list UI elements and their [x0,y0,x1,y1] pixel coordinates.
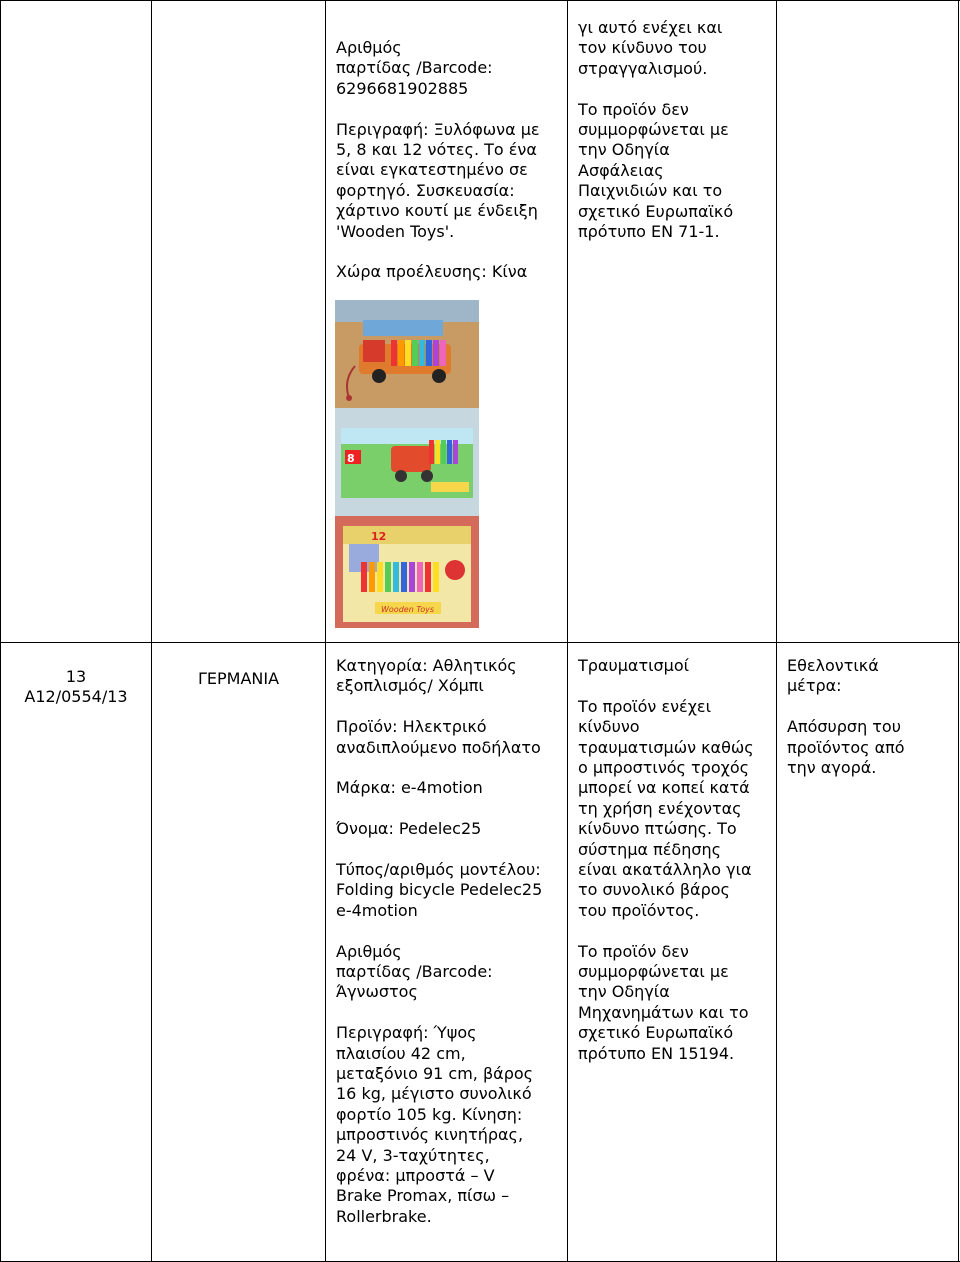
measures-description-text: Απόσυρση του προϊόντος από την αγορά. [787,717,905,778]
table-border-left [0,0,1,1262]
top-country-of-origin-text: Χώρα προέλευσης: Κίνα [336,262,528,282]
row-13-description-cell [336,656,564,1227]
svg-text:12: 12 [371,530,387,543]
product-barcode-text: Αριθμός παρτίδας /Barcode: Άγνωστος [336,941,493,1002]
column-divider-3 [567,0,568,1262]
risk-type-text: Τραυματισμοί [578,656,690,675]
row-13-number-cell [1,667,151,708]
product-photo [335,300,479,628]
column-divider-2 [325,0,326,1262]
row-number: 13 [65,667,87,686]
row-13-risk-cell [578,656,773,1064]
row-divider [0,642,960,643]
top-row-description-cell [336,38,564,283]
row-reference: A12/0554/13 [24,687,128,707]
svg-text:8: 8 [347,452,355,465]
xylophone-box-8-photo [335,408,479,516]
top-toy-safety-directive-text: Το προϊόν δεν συμμορφώνεται με την Οδηγία Ασφάλειας Παιχνιδιών και το σχετικό Ευρωπαϊκό πρότυπο ΕΝ 71-1. [578,99,734,242]
machinery-directive-text: Το προϊόν δεν συμμορφώνεται με την Οδηγία Μηχανημάτων και το σχετικό Ευρωπαϊκό πρότυπο ΕΝ 15194. [578,941,749,1063]
product-model-type-text: Τύπος/αριθμός μοντέλου: Folding bicycle Pedelec25 e-4motion [336,860,543,920]
xylophone-box-12-photo [335,516,479,628]
measures-type-text: Εθελοντικά μέτρα: [787,656,879,696]
risk-description-text: Το προϊόν ενέχει κίνδυνο τραυματισμών καθώς ο μπροστινός τροχός μπορεί να κοπεί κατά τη χρήση ενέχοντας κίνδυνο πτώσης. Το σύστημα πέδησης είναι ακατάλληλο για το συνολικό βάρος του προϊόντος. [578,696,754,920]
product-model-name-text: Όνομα: Pedelec25 [336,819,482,839]
top-strangulation-risk-text: γι αυτό ενέχει και τον κίνδυνο του στραγγαλισμού. [578,18,723,78]
row-country: ΓΕΡΜΑΝΙΑ [197,669,280,688]
product-name-text: Προϊόν: Ηλεκτρικό αναδιπλούμενο ποδήλατο [336,717,541,757]
product-category-text: Κατηγορία: Αθλητικός εξοπλισμός/ Χόμπι [336,656,517,696]
column-divider-1 [151,0,152,1262]
top-barcode-text: Αριθμός παρτίδας /Barcode: 6296681902885 [336,38,493,98]
product-specs-text: Περιγραφή: Ύψος πλαισίου 42 cm, μεταξόνιο 91 cm, βάρος 16 kg, μέγιστο συνολικό φορτίο 105 kg. Κίνηση: μπροστινός κινητήρας, 24 V, 3-ταχύτητες, φρένα: μπροστά – V Brake Promax, πίσω – Rollerbrake. [336,1023,534,1226]
xylophone-truck-photo [335,300,479,408]
table-border-top [0,0,960,1]
top-row-risk-cell [578,18,773,242]
svg-text:Wooden Toys: Wooden Toys [381,605,435,614]
row-13-country-cell [152,669,325,689]
column-divider-4 [776,0,777,1262]
table-border-right [958,0,959,1262]
product-brand-text: Μάρκα: e-4motion [336,778,483,798]
top-product-description-text: Περιγραφή: Ξυλόφωνα με 5, 8 και 12 νότες. Το ένα είναι εγκατεστημένο σε φορτηγό. Συσκευασία: χάρτινο κουτί με ένδειξη 'Wooden Toys'. [336,119,540,241]
row-13-measures-cell [787,656,957,778]
